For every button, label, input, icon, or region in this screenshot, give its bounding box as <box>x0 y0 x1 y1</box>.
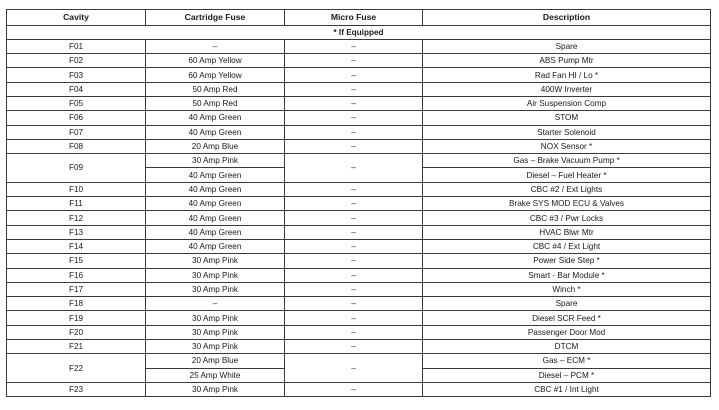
cartridge-fuse-cell: 40 Amp Green <box>146 225 285 239</box>
cavity-cell: F18 <box>7 297 146 311</box>
cartridge-fuse-cell: 40 Amp Green <box>146 197 285 211</box>
description-cell: Smart - Bar Module * <box>423 268 711 282</box>
table-row <box>7 325 711 339</box>
cartridge-fuse-cell: 50 Amp Red <box>146 82 285 96</box>
description-cell: Gas – Brake Vacuum Pump * <box>423 154 711 168</box>
cavity-cell: F13 <box>7 225 146 239</box>
micro-fuse-cell: – <box>285 96 423 110</box>
micro-fuse-cell: – <box>285 139 423 153</box>
cavity-cell: F19 <box>7 311 146 325</box>
table-row <box>7 254 711 268</box>
description-cell: Brake SYS MOD ECU & Valves <box>423 197 711 211</box>
table-row <box>7 68 711 82</box>
description-cell: HVAC Blwr Mtr <box>423 225 711 239</box>
micro-fuse-cell: – <box>285 54 423 68</box>
description-cell: 400W Inverter <box>423 82 711 96</box>
cartridge-fuse-cell: 20 Amp Blue <box>146 354 285 368</box>
table-row <box>7 211 711 225</box>
cartridge-fuse-cell: 40 Amp Green <box>146 168 285 182</box>
description-cell: Rad Fan HI / Lo * <box>423 68 711 82</box>
fuse-table <box>6 9 711 397</box>
table-row <box>7 268 711 282</box>
table-row <box>7 297 711 311</box>
header-row <box>7 10 711 26</box>
cavity-cell: F22 <box>7 354 146 383</box>
table-row <box>7 111 711 125</box>
table-row <box>7 311 711 325</box>
description-cell: Air Suspension Comp <box>423 96 711 110</box>
cavity-cell: F06 <box>7 111 146 125</box>
cavity-cell: F12 <box>7 211 146 225</box>
cavity-cell: F14 <box>7 239 146 253</box>
micro-fuse-cell: – <box>285 197 423 211</box>
table-row <box>7 39 711 53</box>
table-row <box>7 282 711 296</box>
description-cell: CBC #3 / Pwr Locks <box>423 211 711 225</box>
micro-fuse-cell: – <box>285 68 423 82</box>
cartridge-fuse-cell: 40 Amp Green <box>146 111 285 125</box>
cavity-cell: F07 <box>7 125 146 139</box>
cartridge-fuse-cell: 20 Amp Blue <box>146 139 285 153</box>
micro-fuse-cell: – <box>285 325 423 339</box>
micro-fuse-cell: – <box>285 382 423 396</box>
description-cell: NOX Sensor * <box>423 139 711 153</box>
cavity-cell: F09 <box>7 154 146 183</box>
cartridge-fuse-cell: 40 Amp Green <box>146 211 285 225</box>
cartridge-fuse-cell: 30 Amp Pink <box>146 254 285 268</box>
micro-fuse-cell: – <box>285 311 423 325</box>
description-cell: DTCM <box>423 340 711 354</box>
micro-fuse-cell: – <box>285 340 423 354</box>
table-row <box>7 125 711 139</box>
description-cell: CBC #4 / Ext Light <box>423 239 711 253</box>
micro-fuse-cell: – <box>285 354 423 383</box>
description-cell: CBC #2 / Ext Lights <box>423 182 711 196</box>
table-row <box>7 197 711 211</box>
micro-fuse-cell: – <box>285 39 423 53</box>
cartridge-fuse-cell: 60 Amp Yellow <box>146 68 285 82</box>
micro-fuse-cell: – <box>285 297 423 311</box>
note-row <box>7 25 711 39</box>
cartridge-fuse-cell: 60 Amp Yellow <box>146 54 285 68</box>
cavity-cell: F15 <box>7 254 146 268</box>
header-cartridge-fuse: Cartridge Fuse <box>146 10 285 26</box>
cartridge-fuse-cell: 30 Amp Pink <box>146 154 285 168</box>
micro-fuse-cell: – <box>285 111 423 125</box>
cartridge-fuse-cell: – <box>146 297 285 311</box>
header-cavity: Cavity <box>7 10 146 26</box>
cavity-cell: F10 <box>7 182 146 196</box>
micro-fuse-cell: – <box>285 239 423 253</box>
table-row <box>7 154 711 168</box>
cartridge-fuse-cell: 40 Amp Green <box>146 125 285 139</box>
table-row <box>7 139 711 153</box>
cartridge-fuse-cell: 50 Amp Red <box>146 96 285 110</box>
cartridge-fuse-cell: 30 Amp Pink <box>146 382 285 396</box>
cartridge-fuse-cell: – <box>146 39 285 53</box>
cavity-cell: F01 <box>7 39 146 53</box>
cartridge-fuse-cell: 40 Amp Green <box>146 239 285 253</box>
description-cell: Passenger Door Mod <box>423 325 711 339</box>
cartridge-fuse-cell: 30 Amp Pink <box>146 311 285 325</box>
cavity-cell: F04 <box>7 82 146 96</box>
table-row <box>7 382 711 396</box>
table-row <box>7 182 711 196</box>
fuse-table-container <box>6 9 710 397</box>
cavity-cell: F05 <box>7 96 146 110</box>
cavity-cell: F11 <box>7 197 146 211</box>
micro-fuse-cell: – <box>285 154 423 183</box>
cartridge-fuse-cell: 30 Amp Pink <box>146 282 285 296</box>
cavity-cell: F20 <box>7 325 146 339</box>
description-cell: Winch * <box>423 282 711 296</box>
cavity-cell: F17 <box>7 282 146 296</box>
table-row <box>7 340 711 354</box>
table-body <box>7 25 711 397</box>
micro-fuse-cell: – <box>285 268 423 282</box>
micro-fuse-cell: – <box>285 254 423 268</box>
micro-fuse-cell: – <box>285 225 423 239</box>
micro-fuse-cell: – <box>285 282 423 296</box>
cavity-cell: F08 <box>7 139 146 153</box>
description-cell: Diesel – PCM * <box>423 368 711 382</box>
table-row <box>7 96 711 110</box>
cartridge-fuse-cell: 25 Amp White <box>146 368 285 382</box>
cavity-cell: F02 <box>7 54 146 68</box>
cavity-cell: F21 <box>7 340 146 354</box>
cavity-cell: F16 <box>7 268 146 282</box>
description-cell: CBC #1 / Int Light <box>423 382 711 396</box>
description-cell: Power Side Step * <box>423 254 711 268</box>
table-row <box>7 225 711 239</box>
description-cell: Diesel SCR Feed * <box>423 311 711 325</box>
cartridge-fuse-cell: 40 Amp Green <box>146 182 285 196</box>
header-description: Description <box>423 10 711 26</box>
table-row <box>7 82 711 96</box>
cavity-cell: F03 <box>7 68 146 82</box>
description-cell: Diesel – Fuel Heater * <box>423 168 711 182</box>
if-equipped-note: * If Equipped <box>7 25 711 39</box>
description-cell: Spare <box>423 39 711 53</box>
cavity-cell: F23 <box>7 382 146 396</box>
cartridge-fuse-cell: 30 Amp Pink <box>146 268 285 282</box>
header-micro-fuse: Micro Fuse <box>285 10 423 26</box>
cartridge-fuse-cell: 30 Amp Pink <box>146 340 285 354</box>
description-cell: ABS Pump Mtr <box>423 54 711 68</box>
description-cell: Starter Solenoid <box>423 125 711 139</box>
micro-fuse-cell: – <box>285 211 423 225</box>
description-cell: Gas – ECM * <box>423 354 711 368</box>
table-row <box>7 239 711 253</box>
description-cell: Spare <box>423 297 711 311</box>
micro-fuse-cell: – <box>285 182 423 196</box>
micro-fuse-cell: – <box>285 82 423 96</box>
table-row <box>7 54 711 68</box>
table-row <box>7 354 711 368</box>
description-cell: STOM <box>423 111 711 125</box>
cartridge-fuse-cell: 30 Amp Pink <box>146 325 285 339</box>
micro-fuse-cell: – <box>285 125 423 139</box>
